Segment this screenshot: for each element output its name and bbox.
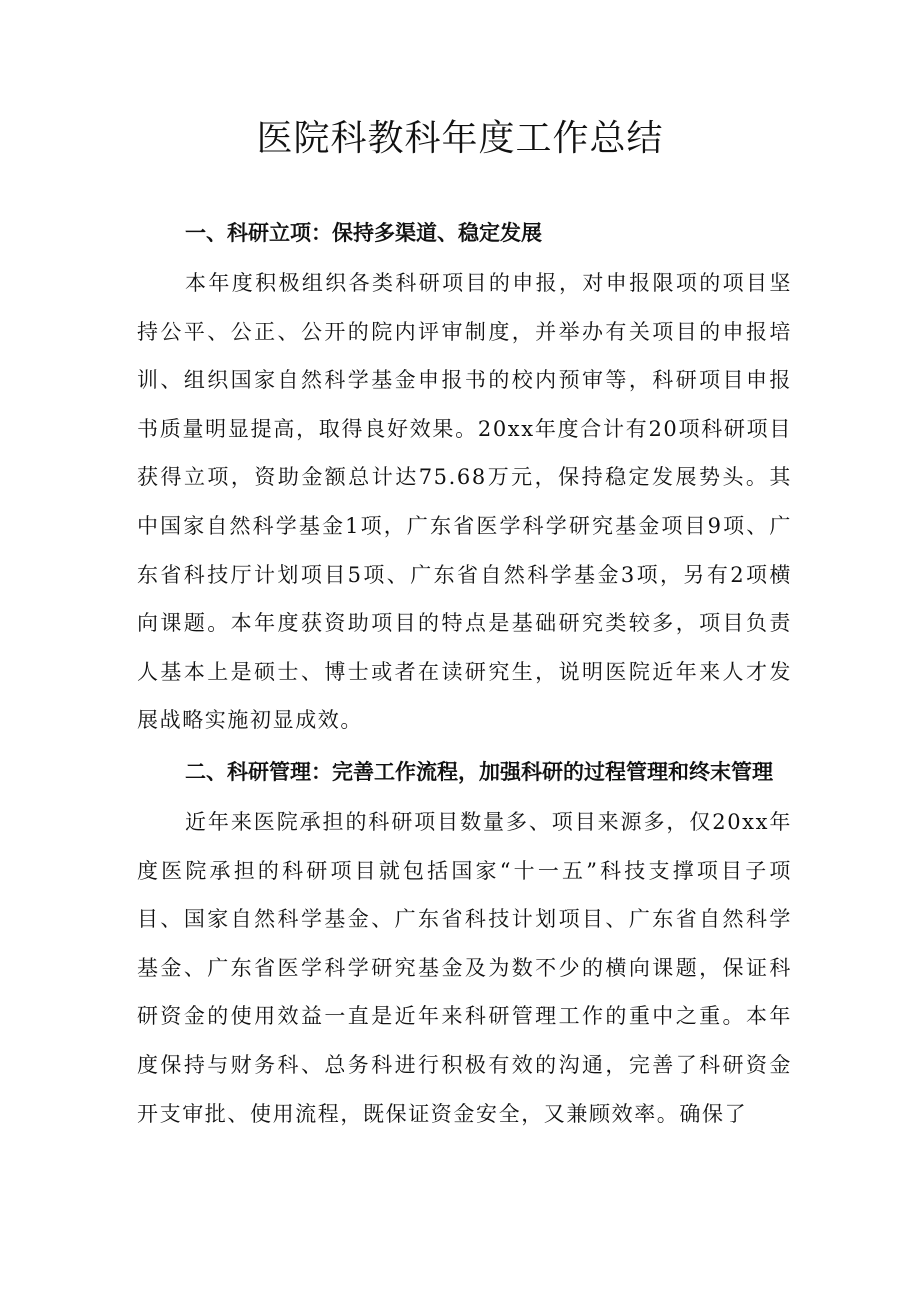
document-title: 医院科教科年度工作总结 [256, 118, 664, 159]
section-paragraph-research-projects: 本年度积极组织各类科研项目的申报，对申报限项的项目坚持公平、公正、公开的院内评审制度，并举办有关项目的申报培训、组织国家自然科学基金申报书的校内预审等，科研项目申报书质量明显提高，取得良好效果。20xx年度合计有20项科研项目获得立项，资助金额总计达75.68万元，保持稳定发展势头。其中国家自然科学基金1项，广东省医学科学研究基金项目9项、广东省科技厅计划项目5项、广东省自然科学基金3项，另有2项横向课题。本年度获资助项目的特点是基础研究类较多，项目负责人基本上是硕士、博士或者在读研究生，说明医院近年来人才发展战略实施初显成效。 [137, 271, 792, 733]
section-heading-research-management: 二、科研管理：完善工作流程，加强科研的过程管理和终末管理 [185, 759, 773, 784]
document-body [137, 210, 792, 1138]
section-paragraph-research-management: 近年来医院承担的科研项目数量多、项目来源多，仅20xx年度医院承担的科研项目就包括国家“十一五”科技支撑项目子项目、国家自然科学基金、广东省科技计划项目、广东省自然科学基金、广东省医学科学研究基金及为数不少的横向课题，保证科研资金的使用效益一直是近年来科研管理工作的重中之重。本年度保持与财务科、总务科进行积极有效的沟通，完善了科研资金开支审批、使用流程，既保证资金安全，又兼顾效率。确保了 [137, 809, 792, 1126]
section-heading-research-projects: 一、科研立项：保持多渠道、稳定发展 [185, 221, 542, 245]
